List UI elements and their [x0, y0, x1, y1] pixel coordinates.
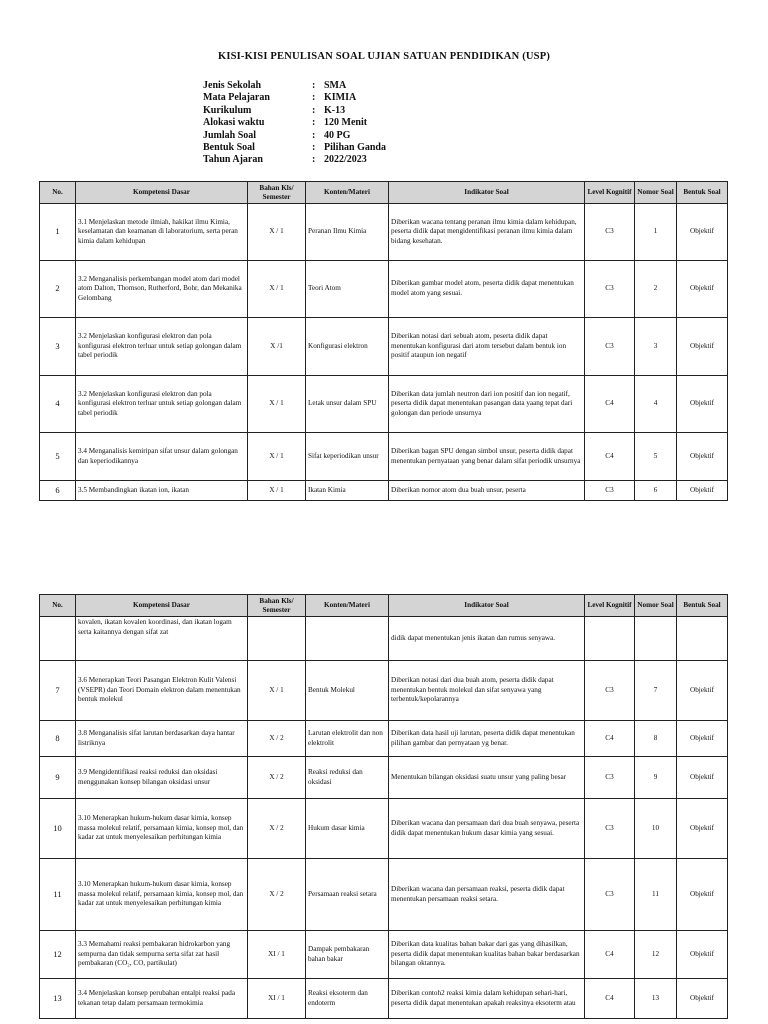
header-no: No. [40, 182, 76, 204]
cell-nomor-soal: 2 [635, 261, 677, 318]
cell-nomor-soal: 5 [635, 433, 677, 481]
cell-indikator-soal: Diberikan wacana tentang peranan ilmu kimia dalam kehidupan, peserta didik dapat mengidentifikasi peranan ilmu kimia dalam bidang kesehatan. [389, 204, 585, 261]
cell-kelas-semester [248, 617, 306, 661]
cell-no: 11 [40, 859, 76, 931]
table-row [40, 204, 728, 261]
meta-value: KIMIA [324, 92, 357, 104]
table-header-row [40, 182, 728, 204]
table-row [40, 859, 728, 931]
document-meta [203, 80, 386, 167]
cell-level-kognitif: C4 [585, 721, 635, 757]
cell-kompetensi-dasar: 3.2 Menjelaskan konfigurasi elektron dan pola konfigurasi elektron terluar untuk setiap golongan dalam tabel periodik [76, 318, 248, 376]
cell-bentuk-soal: Objektif [677, 481, 728, 501]
cell-no: 3 [40, 318, 76, 376]
cell-bentuk-soal: Objektif [677, 376, 728, 433]
cell-level-kognitif: C3 [585, 261, 635, 318]
cell-konten-materi: Konfigurasi elektron [306, 318, 389, 376]
cell-no: 5 [40, 433, 76, 481]
cell-kompetensi-dasar: 3.3 Memahami reaksi pembakaran hidrokarbon yang sempurna dan tidak sempurna serta sifat zat hasil pembakaran (CO₂, CO, partikulat) [76, 931, 248, 979]
meta-colon: : [312, 104, 316, 116]
cell-konten-materi: Letak unsur dalam SPU [306, 376, 389, 433]
meta-row [203, 105, 386, 117]
cell-level-kognitif: C3 [585, 481, 635, 501]
cell-nomor-soal: 12 [635, 931, 677, 979]
cell-level-kognitif: C3 [585, 318, 635, 376]
cell-kompetensi-dasar: 3.2 Menganalisis perkembangan model atom dari model atom Dalton, Thomson, Rutherford, Bohr, dan Mekanika Gelombang [76, 261, 248, 318]
meta-colon: : [312, 154, 316, 166]
table-row [40, 757, 728, 799]
table-row [40, 481, 728, 501]
cell-level-kognitif: C3 [585, 661, 635, 721]
cell-kelas-semester: X / 1 [248, 481, 306, 501]
header-kelas-semester: Bahan Kls/ Semester [248, 595, 306, 617]
meta-colon: : [312, 80, 316, 91]
cell-indikator-soal: Diberikan data kualitas bahan bakar dari gas yang dihasilkan, peserta didik dapat menentukan kualitas bahan bakar berdasarkan bilangan oktannya. [389, 931, 585, 979]
cell-kompetensi-dasar: 3.1 Menjelaskan metode ilmiah, hakikat ilmu Kimia, keselamatan dan keamanan di laboratorium, serta peran kimia dalam kehidupan [76, 204, 248, 261]
cell-no: 12 [40, 931, 76, 979]
cell-kelas-semester: X / 1 [248, 204, 306, 261]
header-kompetensi-dasar: Kompetensi Dasar [76, 182, 248, 204]
cell-kompetensi-dasar: 3.8 Menganalisis sifat larutan berdasarkan daya hantar listriknya [76, 721, 248, 757]
cell-nomor-soal: 8 [635, 721, 677, 757]
cell-kompetensi-dasar: 3.4 Menjelaskan konsep perubahan entalpi reaksi pada tekanan tetap dalam persamaan termokimia [76, 979, 248, 1019]
cell-kelas-semester: X / 1 [248, 376, 306, 433]
header-konten-materi: Konten/Materi [306, 182, 389, 204]
cell-bentuk-soal: Objektif [677, 661, 728, 721]
cell-level-kognitif: C3 [585, 757, 635, 799]
cell-bentuk-soal [677, 617, 728, 661]
meta-colon: : [312, 129, 316, 141]
header-level-kognitif: Level Kognitif [585, 182, 635, 204]
header-bentuk-soal: Bentuk Soal [677, 182, 728, 204]
cell-indikator-soal: Menentukan bilangan oksidasi suatu unsur yang paling besar [389, 757, 585, 799]
meta-label: Kurikulum [203, 104, 252, 116]
cell-kelas-semester: X / 2 [248, 721, 306, 757]
cell-kelas-semester: X / 1 [248, 661, 306, 721]
cell-bentuk-soal: Objektif [677, 261, 728, 318]
cell-kelas-semester: X / 2 [248, 799, 306, 859]
table-row [40, 433, 728, 481]
meta-row [203, 117, 386, 129]
cell-indikator-soal: Diberikan nomor atom dua buah unsur, peserta [389, 481, 585, 501]
header-level-kognitif: Level Kognitif [585, 595, 635, 617]
cell-indikator-soal: Diberikan notasi dari dua buah atom, peserta didik dapat menentukan bentuk molekul dan sifat senyawa yang terbentuk/kepolarannya [389, 661, 585, 721]
meta-label: Bentuk Soal [203, 142, 255, 154]
cell-no: 10 [40, 799, 76, 859]
cell-kompetensi-dasar: 3.6 Menerapkan Teori Pasangan Elektron Kulit Valensi (VSEPR) dan Teori Domain elektron dalam menentukan bentuk molekul [76, 661, 248, 721]
cell-konten-materi: Reaksi eksoterm dan endoterm [306, 979, 389, 1019]
meta-label: Jenis Sekolah [203, 80, 262, 91]
cell-kompetensi-dasar: 3.9 Mengidentifikasi reaksi reduksi dan oksidasi menggunakan konsep bilangan oksidasi unsur [76, 757, 248, 799]
meta-row [203, 154, 386, 166]
cell-level-kognitif [585, 617, 635, 661]
cell-level-kognitif: C4 [585, 931, 635, 979]
meta-value: Pilihan Ganda [324, 142, 386, 154]
cell-kompetensi-dasar: kovalen, ikatan kovalen koordinasi, dan ikatan logam serta kaitannya dengan sifat zat [76, 617, 248, 661]
cell-konten-materi: Sifat keperiodikan unsur [306, 433, 389, 481]
cell-konten-materi: Bentuk Molekul [306, 661, 389, 721]
cell-kelas-semester: X / 2 [248, 757, 306, 799]
table-row [40, 931, 728, 979]
table-row [40, 318, 728, 376]
cell-kelas-semester: XI / 1 [248, 979, 306, 1019]
meta-value: 2022/2023 [324, 154, 367, 166]
cell-bentuk-soal: Objektif [677, 204, 728, 261]
header-nomor-soal: Nomor Soal [635, 182, 677, 204]
cell-indikator-soal: Diberikan wacana dan persamaan reaksi, peserta didik dapat menentukan persamaan reaksi setara. [389, 859, 585, 931]
cell-konten-materi: Peranan Ilmu Kimia [306, 204, 389, 261]
cell-level-kognitif: C4 [585, 376, 635, 433]
header-no: No. [40, 595, 76, 617]
cell-no: 1 [40, 204, 76, 261]
header-kelas-semester: Bahan Kls/ Semester [248, 182, 306, 204]
cell-nomor-soal: 11 [635, 859, 677, 931]
cell-nomor-soal: 6 [635, 481, 677, 501]
cell-no: 4 [40, 376, 76, 433]
cell-indikator-soal: Diberikan bagan SPU dengan simbol unsur, peserta didik dapat menentukan pernyataan yang benar dalam sifat periodik unsurnya [389, 433, 585, 481]
cell-indikator-soal: Diberikan notasi dari sebuah atom, peserta didik dapat menentukan konfigurasi dari atom tersebut dalam bentuk ion positif ataupun ion negatif [389, 318, 585, 376]
header-konten-materi: Konten/Materi [306, 595, 389, 617]
cell-no: 9 [40, 757, 76, 799]
cell-konten-materi [306, 617, 389, 661]
meta-row [203, 142, 386, 154]
cell-nomor-soal: 4 [635, 376, 677, 433]
table-row [40, 661, 728, 721]
cell-bentuk-soal: Objektif [677, 433, 728, 481]
kisi-table-1 [39, 181, 728, 501]
cell-level-kognitif: C3 [585, 859, 635, 931]
cell-level-kognitif: C4 [585, 979, 635, 1019]
cell-no: 8 [40, 721, 76, 757]
cell-no: 7 [40, 661, 76, 721]
cell-nomor-soal: 1 [635, 204, 677, 261]
cell-konten-materi: Persamaan reaksi setara [306, 859, 389, 931]
table-row [40, 261, 728, 318]
meta-colon: : [312, 117, 316, 129]
cell-kelas-semester: X /1 [248, 318, 306, 376]
cell-konten-materi: Teori Atom [306, 261, 389, 318]
meta-label: Jumlah Soal [203, 129, 257, 141]
meta-value: SMA [324, 80, 347, 91]
cell-kelas-semester: X / 1 [248, 261, 306, 318]
cell-kompetensi-dasar: 3.10 Menerapkan hukum-hukum dasar kimia, konsep massa molekul relatif, persamaan kimia, konsep mol, dan kadar zat untuk menyelesaikan perhitungan kimia [76, 799, 248, 859]
cell-indikator-soal: Diberikan contoh2 reaksi kimia dalam kehidupan sehari-hari, peserta didik dapat menentukan apakah reaksinya eksoterm atau [389, 979, 585, 1019]
cell-bentuk-soal: Objektif [677, 721, 728, 757]
meta-colon: : [312, 142, 316, 154]
cell-no: 2 [40, 261, 76, 318]
meta-colon: : [312, 92, 316, 104]
cell-no: 13 [40, 979, 76, 1019]
meta-row [203, 92, 386, 104]
cell-level-kognitif: C3 [585, 204, 635, 261]
cell-bentuk-soal: Objektif [677, 931, 728, 979]
cell-nomor-soal: 13 [635, 979, 677, 1019]
cell-konten-materi: Ikatan Kimia [306, 481, 389, 501]
cell-kompetensi-dasar: 3.5 Membandingkan ikatan ion, ikatan [76, 481, 248, 501]
header-indikator-soal: Indikator Soal [389, 182, 585, 204]
cell-nomor-soal [635, 617, 677, 661]
meta-row [203, 80, 386, 92]
cell-konten-materi: Hukum dasar kimia [306, 799, 389, 859]
header-indikator-soal: Indikator Soal [389, 595, 585, 617]
cell-konten-materi: Dampak pembakaran bahan bakar [306, 931, 389, 979]
header-nomor-soal: Nomor Soal [635, 595, 677, 617]
cell-kelas-semester: X / 2 [248, 859, 306, 931]
kisi-table-2 [39, 594, 728, 1019]
cell-bentuk-soal: Objektif [677, 859, 728, 931]
cell-indikator-soal: Diberikan wacana dan persamaan dari dua buah senyawa, peserta didik dapat menentukan hukum dasar kimia yang sesuai. [389, 799, 585, 859]
table-row [40, 799, 728, 859]
cell-no [40, 617, 76, 661]
table-row [40, 617, 728, 661]
cell-konten-materi: Reaksi reduksi dan oksidasi [306, 757, 389, 799]
table-row [40, 376, 728, 433]
cell-no: 6 [40, 481, 76, 501]
cell-kompetensi-dasar: 3.2 Menjelaskan konfigurasi elektron dan pola konfigurasi elektron terluar untuk setiap golongan dalam tabel periodik [76, 376, 248, 433]
cell-level-kognitif: C3 [585, 799, 635, 859]
meta-value: K-13 [324, 104, 346, 116]
cell-bentuk-soal: Objektif [677, 979, 728, 1019]
cell-indikator-soal: didik dapat menentukan jenis ikatan dan rumus senyawa. [389, 617, 585, 661]
table-header-row [40, 595, 728, 617]
meta-row [203, 130, 386, 142]
cell-indikator-soal: Diberikan data jumlah neutron dari ion positif dan ion negatif, peserta didik dapat menentukan pasangan data yaang tepat dari golongan dan periode unsurnya [389, 376, 585, 433]
table-row [40, 721, 728, 757]
cell-bentuk-soal: Objektif [677, 799, 728, 859]
cell-bentuk-soal: Objektif [677, 318, 728, 376]
cell-kelas-semester: XI / 1 [248, 931, 306, 979]
header-kompetensi-dasar: Kompetensi Dasar [76, 595, 248, 617]
cell-bentuk-soal: Objektif [677, 757, 728, 799]
cell-kompetensi-dasar: 3.4 Menganalisis kemiripan sifat unsur dalam golongan dan keperiodikannya [76, 433, 248, 481]
cell-indikator-soal: Diberikan gambar model atom, peserta didik dapat menentukan model atom yang sesuai. [389, 261, 585, 318]
table-row [40, 979, 728, 1019]
document-title: KISI-KISI PENULISAN SOAL UJIAN SATUAN PENDIDIKAN (USP) [217, 51, 551, 62]
cell-kompetensi-dasar: 3.10 Menerapkan hukum-hukum dasar kimia, konsep massa molekul relatif, persamaan kimia, konsep mol, dan kadar zat untuk menyelesaikan perhitungan kimia [76, 859, 248, 931]
cell-nomor-soal: 9 [635, 757, 677, 799]
cell-indikator-soal: Diberikan data hasil uji larutan, peserta didik dapat menentukan pilihan gambar dan pernyataan yg benar. [389, 721, 585, 757]
meta-label: Tahun Ajaran [203, 154, 263, 166]
meta-value: 120 Menit [324, 117, 368, 129]
cell-konten-materi: Larutan elektrolit dan non elektrolit [306, 721, 389, 757]
meta-label: Alokasi waktu [203, 117, 265, 129]
cell-nomor-soal: 7 [635, 661, 677, 721]
header-bentuk-soal: Bentuk Soal [677, 595, 728, 617]
cell-nomor-soal: 3 [635, 318, 677, 376]
meta-value: 40 PG [324, 129, 351, 141]
cell-kelas-semester: X / 1 [248, 433, 306, 481]
cell-nomor-soal: 10 [635, 799, 677, 859]
meta-label: Mata Pelajaran [203, 92, 270, 104]
cell-level-kognitif: C4 [585, 433, 635, 481]
